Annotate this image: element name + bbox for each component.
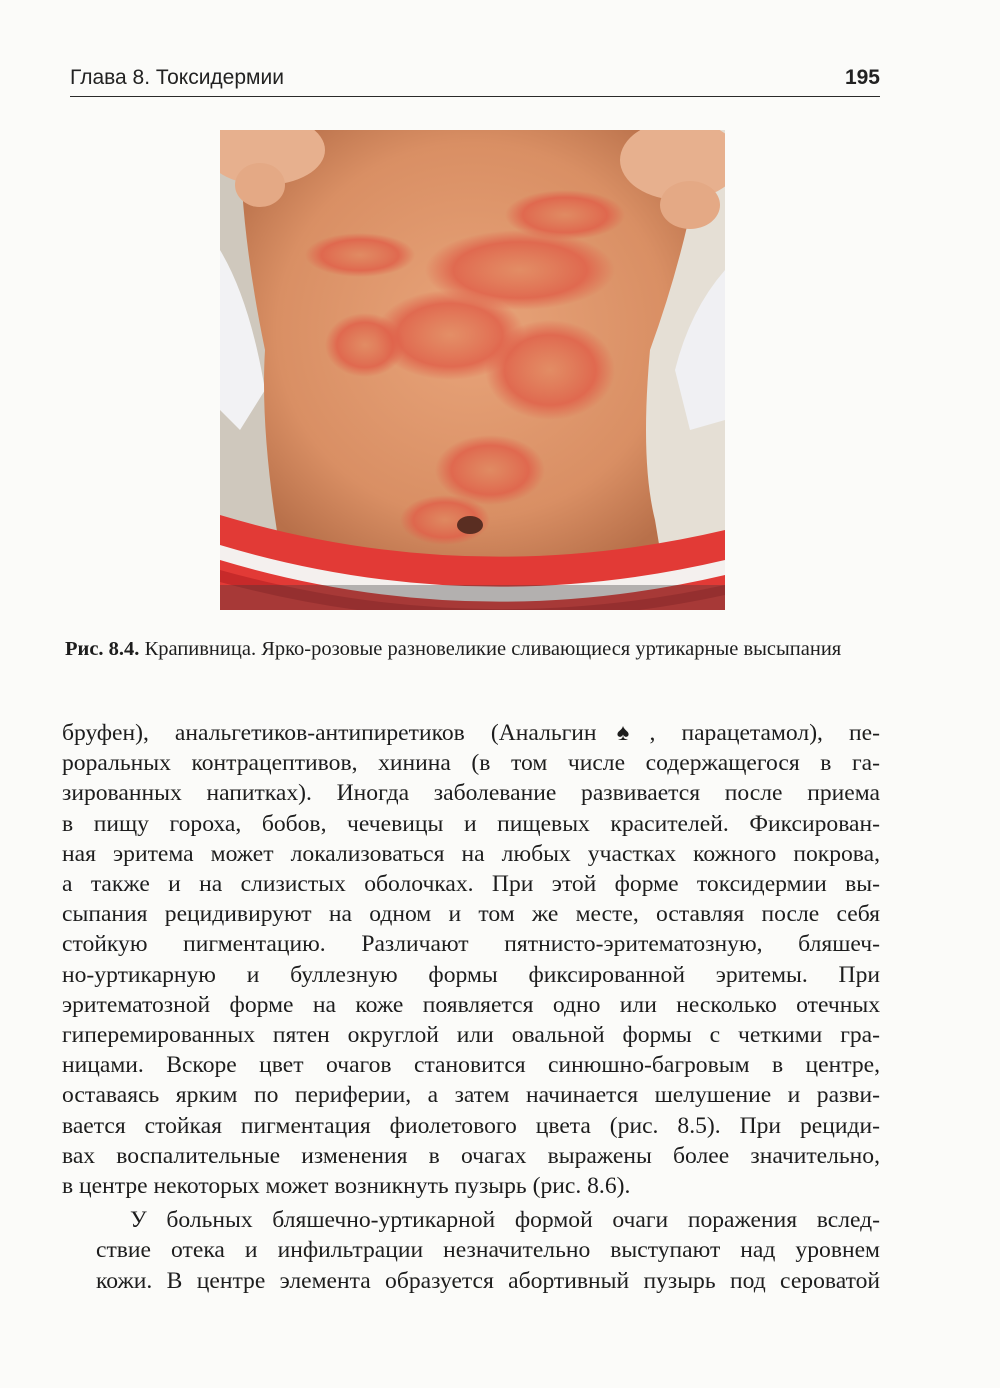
chapter-title: Глава 8. Токсидермии [70, 66, 284, 89]
figure-caption [65, 636, 880, 662]
page-number: 195 [844, 66, 880, 89]
text-line: роральных контрацептивов, хинина (в том числе содержащегося в га- [62, 750, 880, 777]
text-line: бруфен), анальгетиков-антипиретиков (Анальгин♠, парацетамол), пе- [62, 720, 880, 746]
text-line: ствие отека и инфильтрации незначительно выступают над уровнем [96, 1237, 880, 1264]
figure-photo [220, 130, 725, 610]
paragraph-2 [62, 1205, 880, 1296]
text-line: стойкую пигментацию. Различают пятнисто-эритематозную, бляшеч- [62, 931, 880, 958]
text-line: вах воспалительные изменения в очагах выражены более значительно, [62, 1142, 880, 1169]
text-line: в центре некоторых может возникнуть пузырь (рис. 8.6). [62, 1173, 631, 1200]
text-line: кожи. В центре элемента образуется абортивный пузырь под сероватой [96, 1267, 880, 1294]
text-line: ная эритема может локализоваться на любых участках кожного покрова, [62, 840, 880, 867]
body-text [62, 718, 880, 1296]
caption-label: Рис. 8.4. [65, 638, 140, 660]
caption-text: Крапивница. Ярко-розовые разновеликие сливающиеся уртикарные высыпания [144, 638, 842, 660]
text-line: сыпания рецидивируют на одном и том же месте, оставляя после себя [62, 901, 880, 928]
text-line: оставаясь ярким по периферии, а затем начинается шелушение и разви- [62, 1082, 880, 1109]
text-line: но-уртикарную и буллезную формы фиксированной эритемы. При [62, 961, 880, 988]
paragraph-1 [62, 718, 880, 1201]
text-line: в пищу гороха, бобов, чечевицы и пищевых красителей. Фиксирован- [62, 810, 880, 837]
text-line: ницами. Вскоре цвет очагов становится синюшно-багровым в центре, [62, 1052, 880, 1079]
text-line: У больных бляшечно-уртикарной формой очаги поражения вслед- [130, 1207, 880, 1234]
text-line: а также и на слизистых оболочках. При этой форме токсидермии вы- [62, 871, 880, 898]
text-line: эритематозной форме на коже появляется одно или несколько отечных [62, 991, 880, 1018]
running-header [70, 62, 880, 97]
text-line: зированных напитках). Иногда заболевание развивается после приема [62, 780, 880, 807]
text-line: гиперемированных пятен округлой или овальной формы с четкими гра- [62, 1022, 880, 1049]
text-line: вается стойкая пигментация фиолетового цвета (рис. 8.5). При рециди- [62, 1112, 880, 1139]
